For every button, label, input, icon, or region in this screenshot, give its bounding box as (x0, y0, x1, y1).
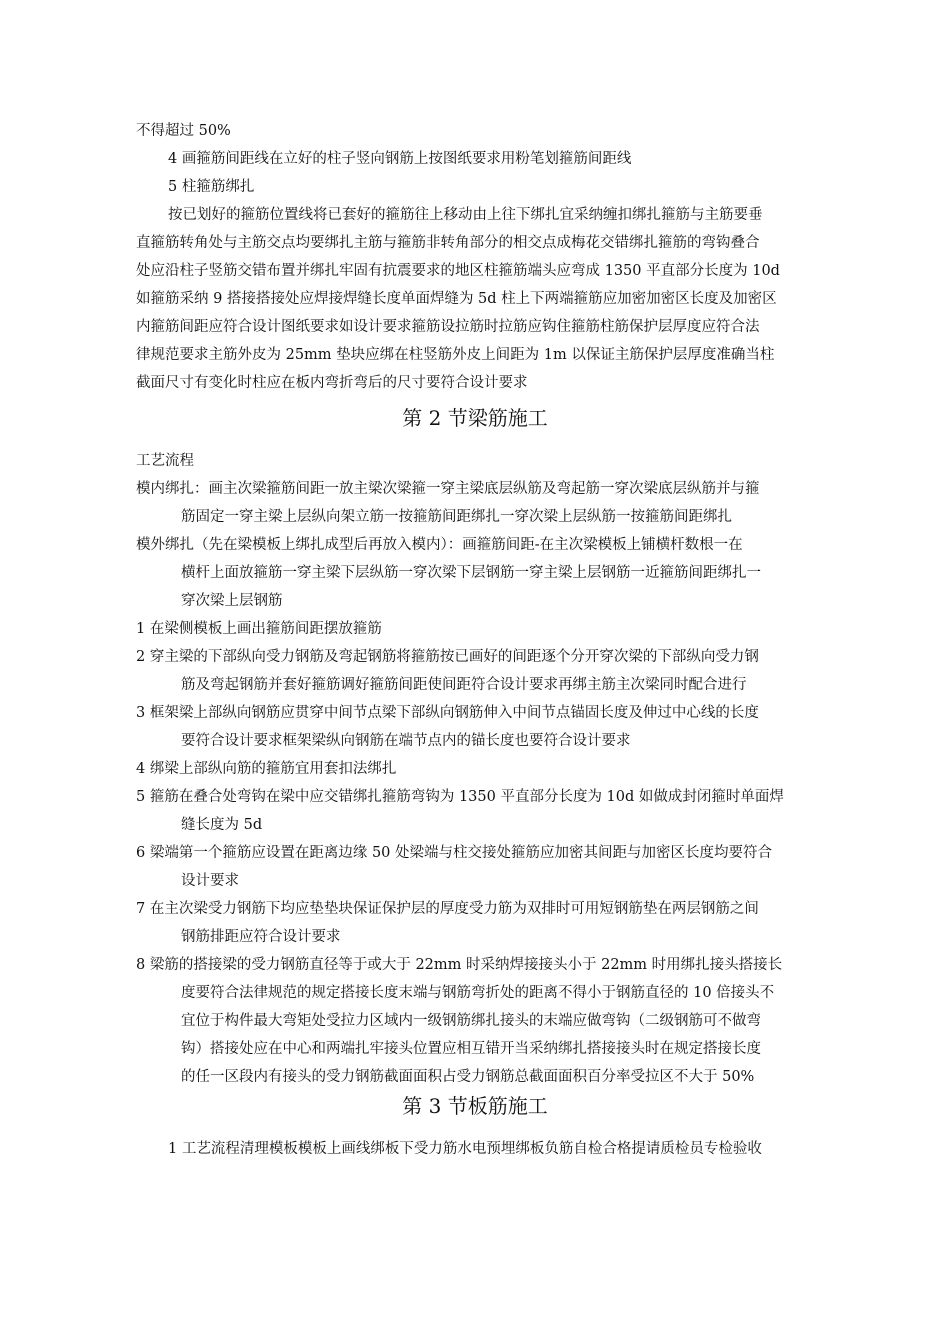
paragraph-line: 要符合设计要求框架梁纵向钢筋在端节点内的锚长度也要符合设计要求 (181, 733, 631, 749)
paragraph-line: 处应沿柱子竖筋交错布置并绑扎牢固有抗震要求的地区柱箍筋端头应弯成 1350 平直部分长度为 10d (136, 263, 780, 279)
section-heading: 第 2 节梁筋施工 (402, 406, 548, 430)
paragraph-line: 5 柱箍筋绑扎 (168, 179, 255, 195)
paragraph-line: 直箍筋转角处与主筋交点均要绑扎主筋与箍筋非转角部分的相交点成梅花交错绑扎箍筋的弯钩叠合 (136, 235, 760, 251)
list-item: 2 穿主梁的下部纵向受力钢筋及弯起钢筋将箍筋按已画好的间距逐个分开穿次梁的下部纵向受力钢 (136, 649, 759, 665)
paragraph-line: 4 画箍筋间距线在立好的柱子竖向钢筋上按图纸要求用粉笔划箍筋间距线 (168, 151, 632, 167)
section-heading: 第 3 节板筋施工 (402, 1094, 548, 1118)
list-item: 1 在梁侧模板上画出箍筋间距摆放箍筋 (136, 621, 382, 637)
paragraph-line: 的任一区段内有接头的受力钢筋截面面积占受力钢筋总截面面积百分率受拉区不大于 50% (181, 1069, 755, 1085)
list-item: 4 绑梁上部纵向筋的箍筋宜用套扣法绑扎 (136, 761, 397, 777)
paragraph-line: 筋固定一穿主梁上层纵向架立筋一按箍筋间距绑扎一穿次梁上层纵筋一按箍筋间距绑扎 (181, 509, 732, 525)
paragraph-line: 1 工艺流程清理模板模板上画线绑板下受力筋水电预埋绑板负筋自检合格提请质检员专检验收 (168, 1141, 762, 1157)
paragraph-line: 宜位于构件最大弯矩处受拉力区域内一级钢筋绑扎接头的末端应做弯钩（二级钢筋可不做弯 (181, 1013, 761, 1029)
paragraph-line: 筋及弯起钢筋并套好箍筋调好箍筋间距使间距符合设计要求再绑主筋主次梁同时配合进行 (181, 677, 747, 693)
paragraph-line: 按已划好的箍筋位置线将已套好的箍筋往上移动由上往下绑扎宜采纳缠扣绑扎箍筋与主筋要垂 (168, 207, 763, 223)
paragraph-line: 模外绑扎（先在梁模板上绑扎成型后再放入模内）：画箍筋间距-在主次梁模板上铺横杆数根一在 (136, 537, 743, 553)
paragraph-line: 工艺流程 (136, 453, 194, 469)
paragraph-line: 不得超过 50% (136, 123, 231, 139)
paragraph-line: 律规范要求主筋外皮为 25mm 垫块应绑在柱竖筋外皮上间距为 1m 以保证主筋保护层厚度准确当柱 (136, 347, 775, 363)
paragraph-line: 内箍筋间距应符合设计图纸要求如设计要求箍筋设拉筋时拉筋应钩住箍筋柱筋保护层厚度应符合法 (136, 319, 760, 335)
paragraph-line: 钢筋排距应符合设计要求 (181, 929, 341, 945)
list-item: 3 框架梁上部纵向钢筋应贯穿中间节点梁下部纵向钢筋伸入中间节点锚固长度及伸过中心线的长度 (136, 705, 759, 721)
list-item: 7 在主次梁受力钢筋下均应垫垫块保证保护层的厚度受力筋为双排时可用短钢筋垫在两层钢筋之间 (136, 901, 759, 917)
list-item: 6 梁端第一个箍筋应设置在距离边缘 50 处梁端与柱交接处箍筋应加密其间距与加密区长度均要符合 (136, 845, 772, 861)
paragraph-line: 截面尺寸有变化时柱应在板内弯折弯后的尺寸要符合设计要求 (136, 375, 528, 391)
paragraph-line: 钩）搭接处应在中心和两端扎牢接头位置应相互错开当采纳绑扎搭接接头时在规定搭接长度 (181, 1041, 761, 1057)
paragraph-line: 横杆上面放箍筋一穿主梁下层纵筋一穿次梁下层钢筋一穿主梁上层钢筋一近箍筋间距绑扎一 (181, 565, 761, 581)
paragraph-line: 设计要求 (181, 873, 239, 889)
paragraph-line: 如箍筋采纳 9 搭接搭接处应焊接焊缝长度单面焊缝为 5d 柱上下两端箍筋应加密加密区长度及加密区 (136, 291, 777, 307)
paragraph-line: 穿次梁上层钢筋 (181, 593, 283, 609)
paragraph-line: 模内绑扎：画主次梁箍筋间距一放主梁次梁箍一穿主梁底层纵筋及弯起筋一穿次梁底层纵筋并与箍 (136, 481, 760, 497)
list-item: 5 箍筋在叠合处弯钩在梁中应交错绑扎箍筋弯钩为 1350 平直部分长度为 10d 如做成封闭箍时单面焊 (136, 789, 784, 805)
paragraph-line: 度要符合法律规范的规定搭接长度末端与钢筋弯折处的距离不得小于钢筋直径的 10 倍接头不 (181, 985, 775, 1001)
paragraph-line: 缝长度为 5d (181, 817, 263, 833)
list-item: 8 梁筋的搭接梁的受力钢筋直径等于或大于 22mm 时采纳焊接接头小于 22mm 时用绑扎接头搭接长 (136, 957, 783, 973)
